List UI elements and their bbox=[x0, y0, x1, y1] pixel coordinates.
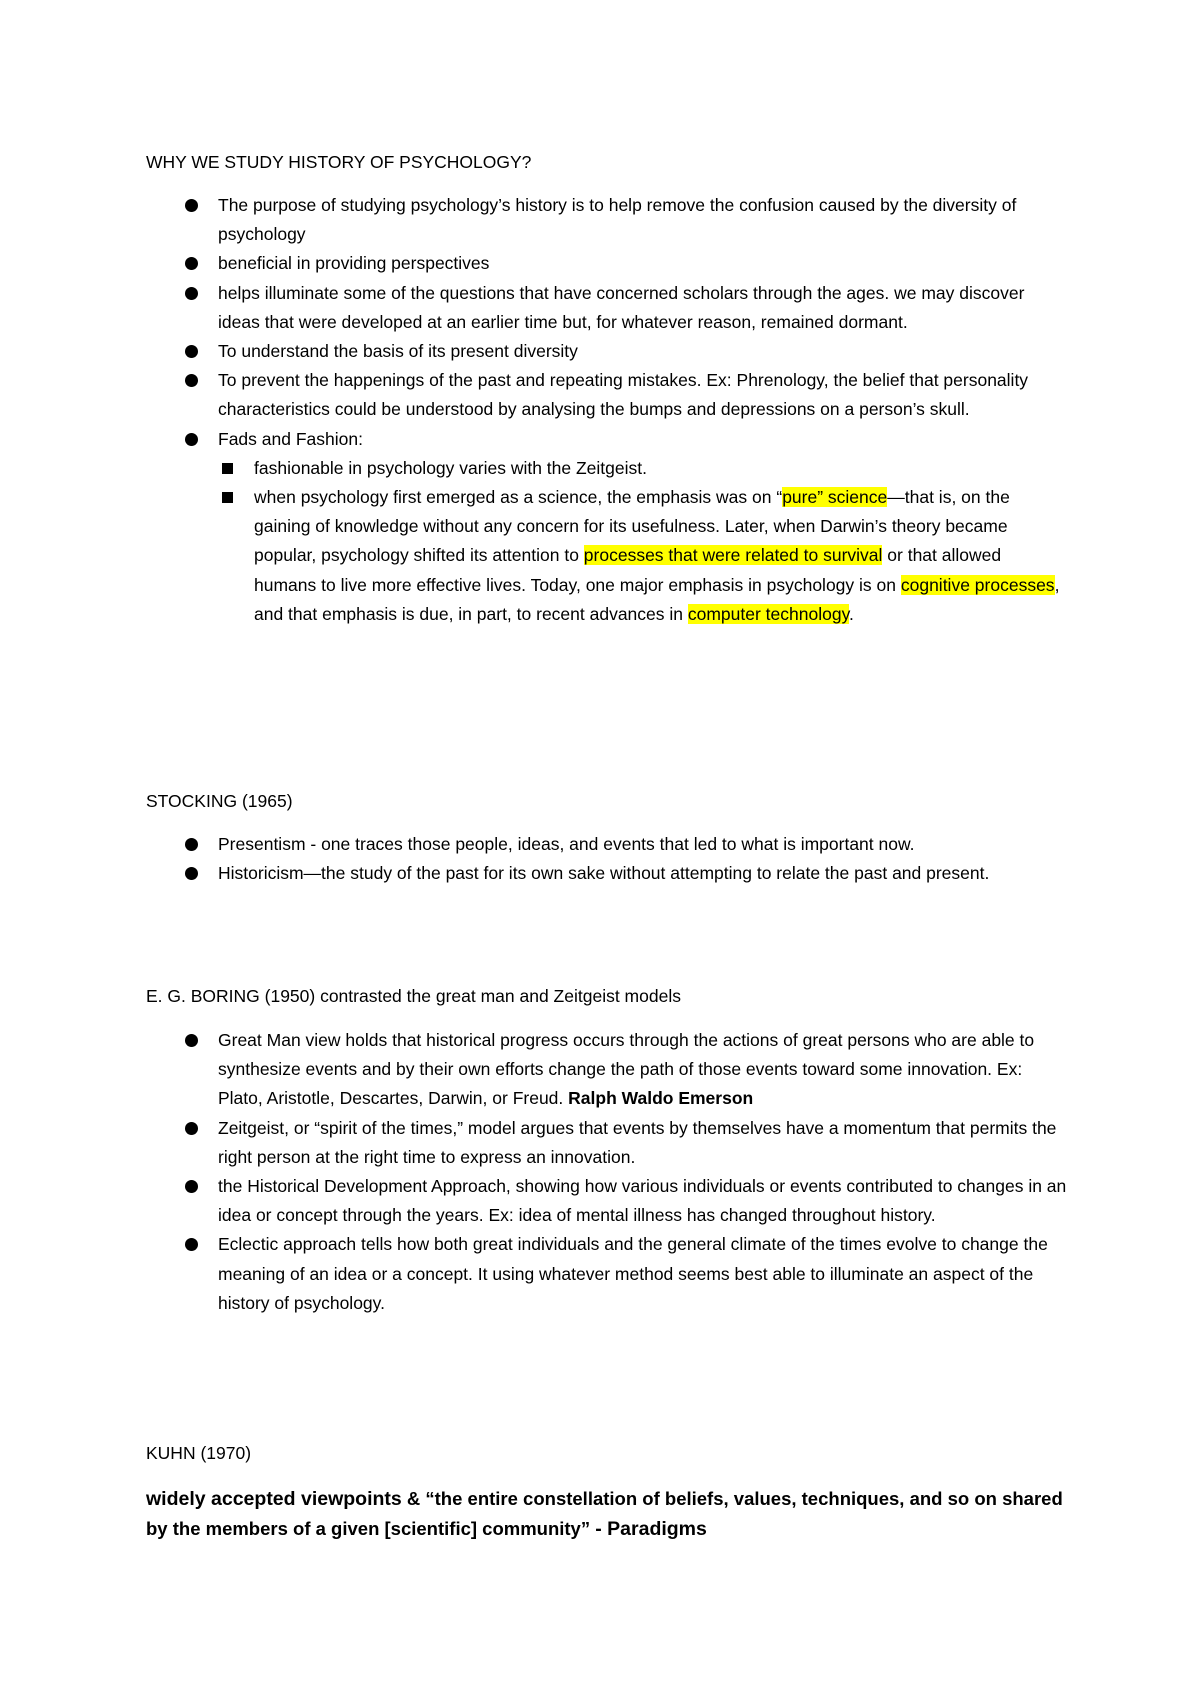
bullet-list-why-study bbox=[218, 191, 1068, 629]
list-item: Fads and Fashion: fashionable in psychology varies with the Zeitgeist. when psychology first emerged as a science, the emphasis was on “pure” science—that is, on the gaining of knowledge without any concern for its usefulness. Later, when Darwin’s theory became popular, psychology shifted its attention to processes that were related to survival or that allowed humans to live more effective lives. Today, one major emphasis in psychology is on cognitive processes, and that emphasis is due, in part, to recent advances in computer technology. bbox=[218, 425, 1068, 629]
bullet-dot-icon bbox=[185, 433, 198, 446]
list-item: helps illuminate some of the questions that have concerned scholars through the ages. we may discover ideas that were developed at an earlier time but, for whatever reason, remained dormant. bbox=[218, 279, 1068, 337]
bullet-dot-icon bbox=[185, 374, 198, 387]
bullet-square-icon bbox=[222, 492, 233, 503]
list-item: The purpose of studying psychology’s history is to help remove the confusion caused by the diversity of psychology bbox=[218, 191, 1068, 249]
sub-list-item: fashionable in psychology varies with the Zeitgeist. bbox=[254, 454, 1068, 483]
sub-list-item: when psychology first emerged as a science, the emphasis was on “pure” science—that is, on the gaining of knowledge without any concern for its usefulness. Later, when Darwin’s theory became popular, psychology shifted its attention to processes that were related to survival or that allowed humans to live more effective lives. Today, one major emphasis in psychology is on cognitive processes, and that emphasis is due, in part, to recent advances in computer technology. bbox=[254, 483, 1068, 629]
highlight-pure-science: pure” science bbox=[782, 487, 888, 508]
list-item: the Historical Development Approach, showing how various individuals or events contributed to changes in an idea or concept through the years. Ex: idea of mental illness has changed throughout history. bbox=[218, 1172, 1068, 1230]
bullet-dot-icon bbox=[185, 867, 198, 880]
list-item: To understand the basis of its present diversity bbox=[218, 337, 1068, 366]
bullet-dot-icon bbox=[185, 1034, 198, 1047]
highlight-survival: processes that were related to survival bbox=[583, 545, 883, 566]
heading-why-study: WHY WE STUDY HISTORY OF PSYCHOLOGY? bbox=[146, 152, 532, 172]
list-item: Zeitgeist, or “spirit of the times,” model argues that events by themselves have a momentum that permits the right person at the right time to express an innovation. bbox=[218, 1114, 1068, 1172]
bullet-list-stocking bbox=[218, 830, 1068, 888]
bullet-dot-icon bbox=[185, 287, 198, 300]
bullet-list-boring bbox=[218, 1026, 1068, 1318]
heading-stocking: STOCKING (1965) bbox=[146, 791, 293, 811]
highlight-cognitive: cognitive processes bbox=[900, 574, 1055, 595]
bullet-dot-icon bbox=[185, 345, 198, 358]
list-item: Great Man view holds that historical progress occurs through the actions of great persons who are able to synthesize events and by their own efforts change the path of those events toward some innovation. Ex: Plato, Aristotle, Descartes, Darwin, or Freud. Ralph Waldo Emerson bbox=[218, 1026, 1068, 1114]
list-item: beneficial in providing perspectives bbox=[218, 249, 1068, 278]
list-item: To prevent the happenings of the past and repeating mistakes. Ex: Phrenology, the belief that personality characteristics could be understood by analysing the bumps and depressions on a person’s skull. bbox=[218, 366, 1068, 424]
list-item: Presentism - one traces those people, ideas, and events that led to what is important now. bbox=[218, 830, 1068, 859]
heading-kuhn: KUHN (1970) bbox=[146, 1443, 252, 1463]
bullet-square-icon bbox=[222, 463, 233, 474]
sub-bullet-list bbox=[254, 454, 1068, 629]
bullet-dot-icon bbox=[185, 199, 198, 212]
bullet-dot-icon bbox=[185, 1122, 198, 1135]
list-item: Eclectic approach tells how both great individuals and the general climate of the times evolve to change the meaning of an idea or a concept. It using whatever method seems best able to illuminate an aspect of the history of psychology. bbox=[218, 1230, 1068, 1318]
bullet-dot-icon bbox=[185, 838, 198, 851]
bullet-dot-icon bbox=[185, 1238, 198, 1251]
bullet-dot-icon bbox=[185, 1180, 198, 1193]
paradigms-paragraph: widely accepted viewpoints & “the entire constellation of beliefs, values, techniques, and so on shared by the members of a given [scientific] community” - Paradigms bbox=[146, 1488, 1063, 1540]
highlight-computer: computer technology bbox=[687, 603, 850, 624]
list-item: Historicism—the study of the past for its own sake without attempting to relate the past and present. bbox=[218, 859, 1068, 888]
bullet-dot-icon bbox=[185, 257, 198, 270]
heading-boring: E. G. BORING (1950) contrasted the great man and Zeitgeist models bbox=[146, 986, 681, 1006]
